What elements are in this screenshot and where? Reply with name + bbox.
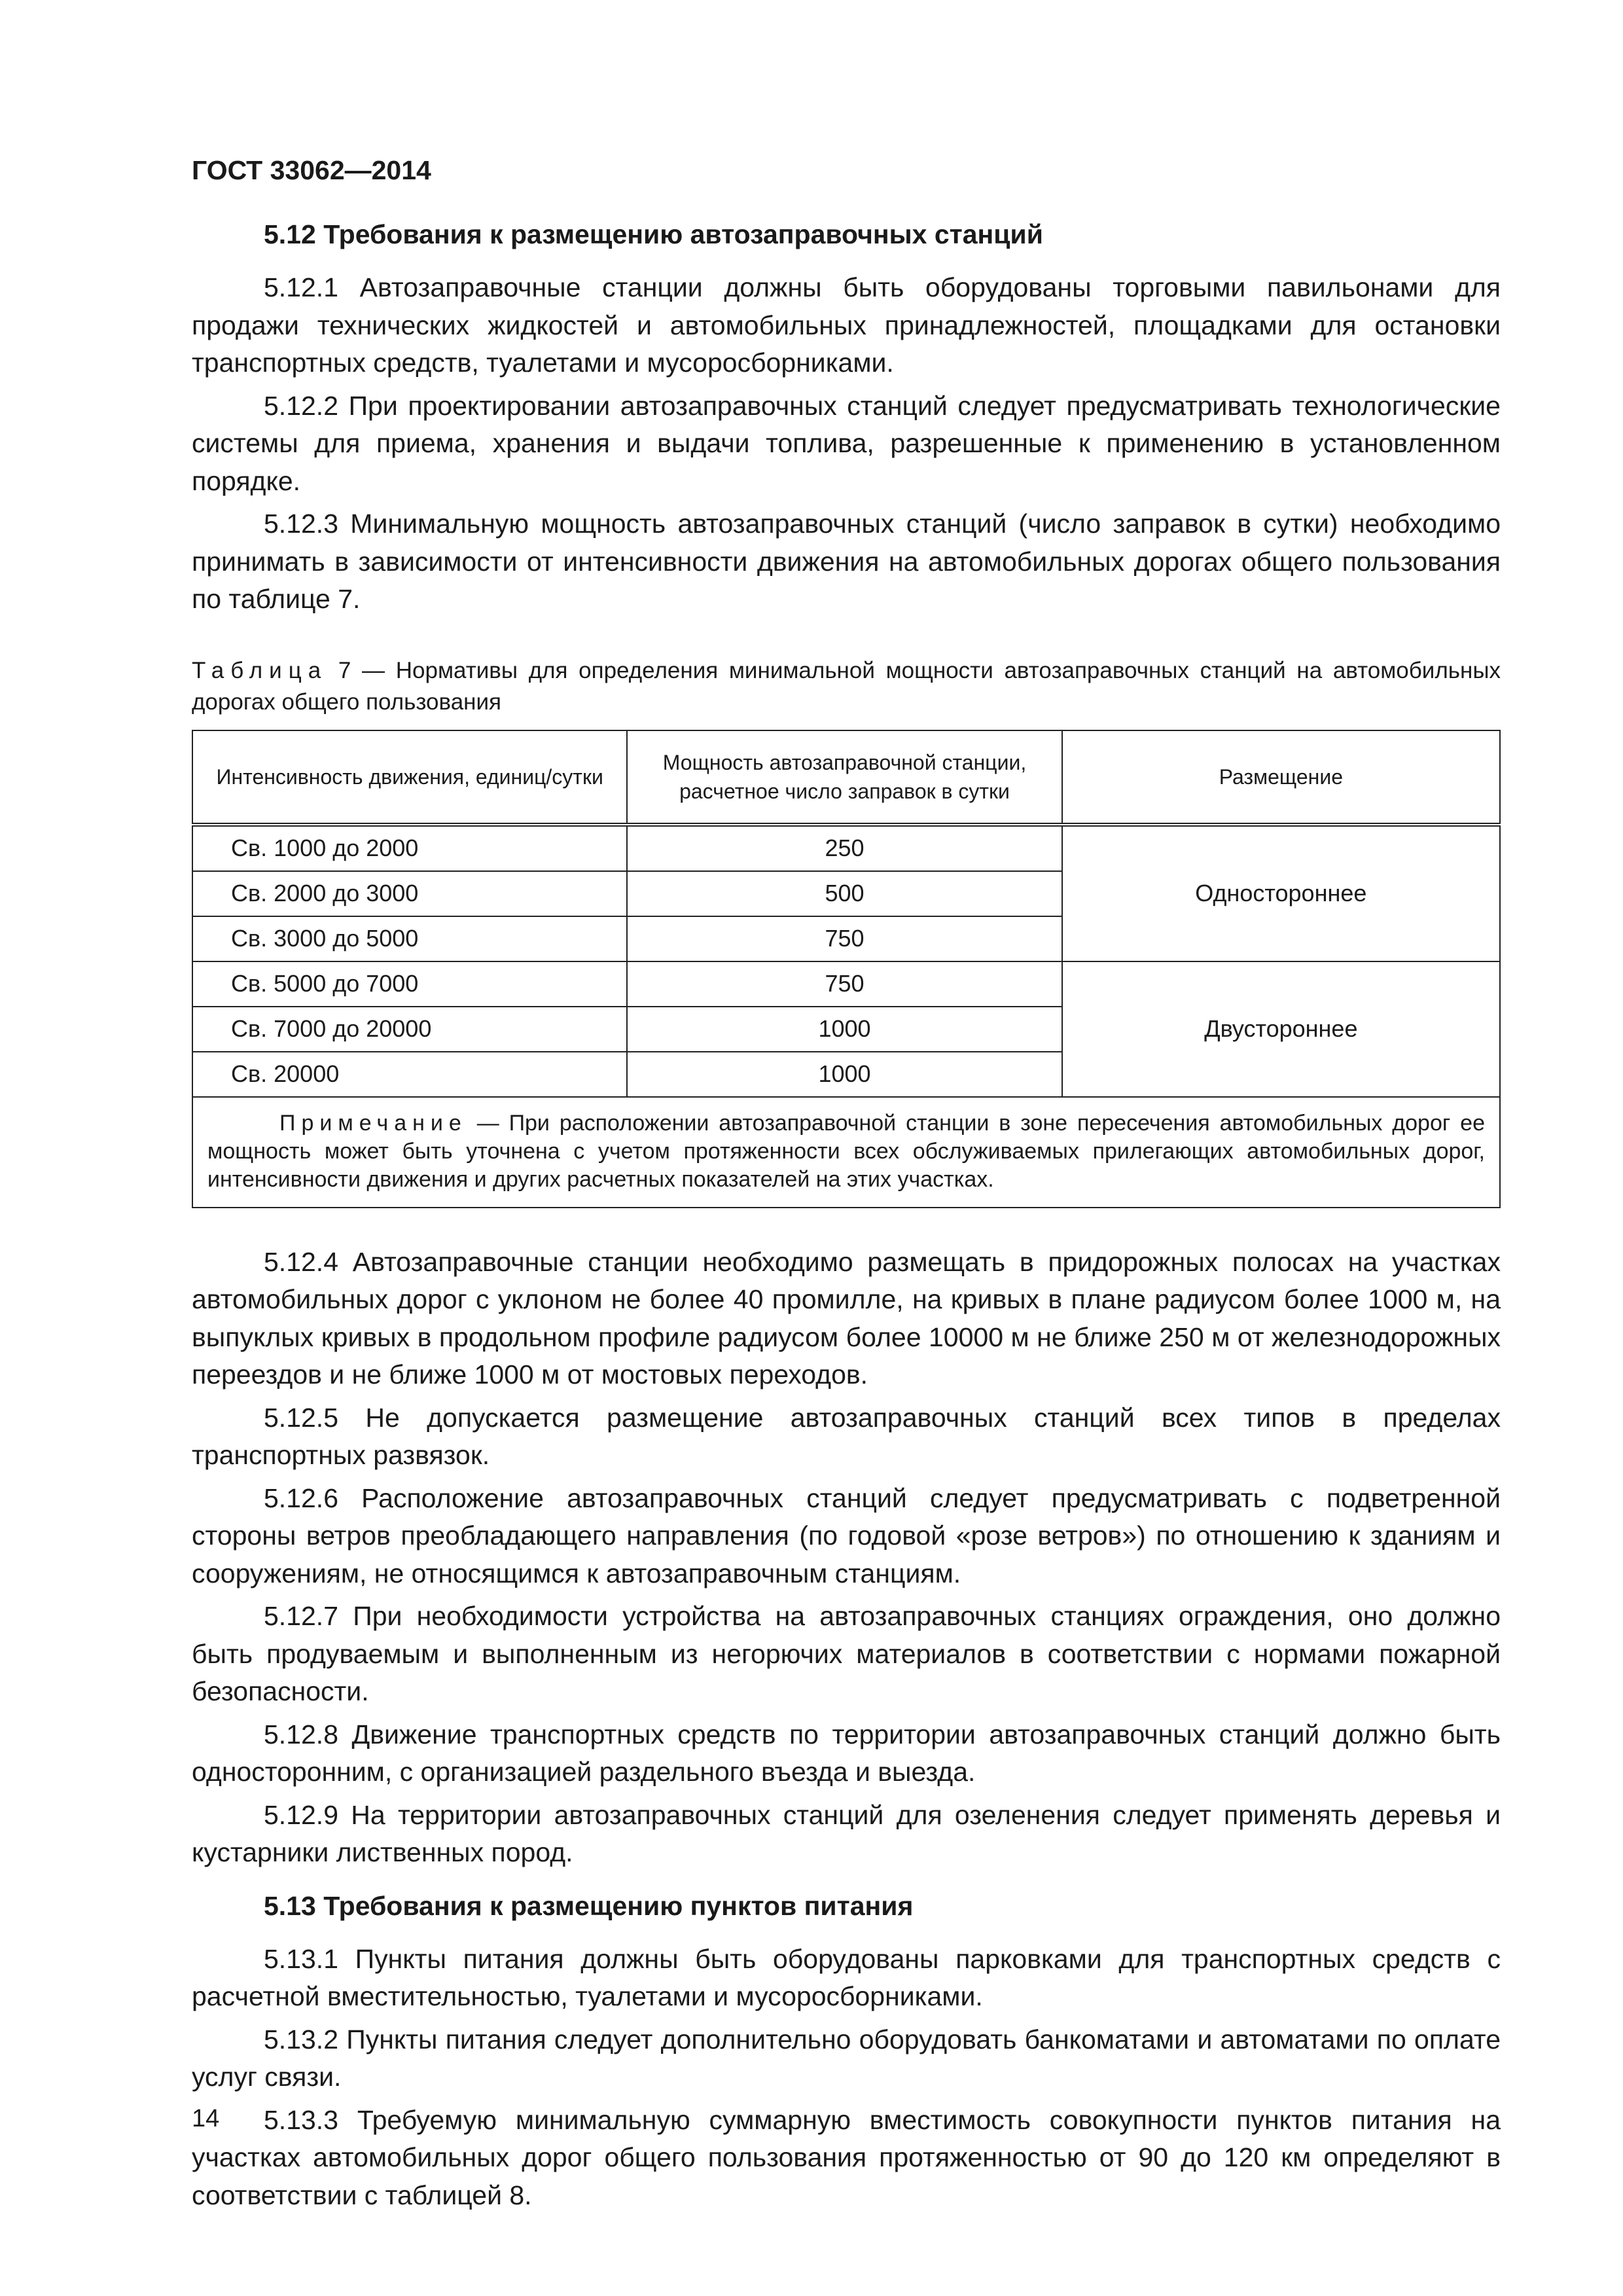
paragraph-5-12-6: 5.12.6 Расположение автозаправочных станций следует предусматривать с подветренной стороны ветров преобладающего направления (по годовой «розе ветров») по отношению к зданиям и сооружениям, не относящимся к автозаправочным станциям. [192,1482,1501,1588]
page-number: 14 [192,2105,220,2132]
paragraph-5-13-3: 5.13.3 Требуемую минимальную суммарную вместимость совокупности пунктов питания на участках автомобильных дорог общего пользования протяженностью от 90 до 120 км определяют в соответствии с таблицей 8. [192,2104,1501,2210]
header-capacity: Мощность автозаправочной станции, расчетное число заправок в сутки [627,730,1061,825]
cell-capacity: 1000 [627,1052,1061,1097]
cell-intensity: Св. 1000 до 2000 [192,825,627,871]
table-row [192,961,1500,1007]
table-7 [192,730,1501,1208]
paragraph-5-13-1: 5.13.1 Пункты питания должны быть оборудованы парковками для транспортных средств с расчетной вместительностью, туалетами и мусоросборниками. [192,1943,1501,2011]
paragraph-5-12-4: 5.12.4 Автозаправочные станции необходимо размещать в придорожных полосах на участках автомобильных дорог с уклоном не более 40 промилле, на кривых в плане радиусом более 1000 м, на выпуклых кривых в продольном профиле радиусом более 10000 м не ближе 250 м от железнодорожных переездов и не ближе 1000 м от мостовых переходов. [192,1246,1501,1390]
table-7-caption [192,655,1501,718]
cell-placement-one-sided: Одностороннее [1062,825,1500,961]
paragraph-5-12-9: 5.12.9 На территории автозаправочных станций для озеленения следует применять деревья и кустарники лиственных пород. [192,1799,1501,1867]
paragraph-5-12-2: 5.12.2 При проектировании автозаправочных станций следует предусматривать технологические системы для приема, хранения и выдачи топлива, разрешенные к применению в установленном порядке. [192,390,1501,496]
cell-capacity: 500 [627,871,1061,916]
cell-capacity: 750 [627,916,1061,961]
paragraph-5-12-8: 5.12.8 Движение транспортных средств по территории автозаправочных станций должно быть односторонним, с организацией раздельного въезда и выезда. [192,1719,1501,1787]
cell-intensity: Св. 7000 до 20000 [192,1007,627,1052]
cell-placement-two-sided: Двустороннее [1062,961,1500,1097]
document-page [192,151,1501,2219]
cell-intensity: Св. 2000 до 3000 [192,871,627,916]
cell-capacity: 1000 [627,1007,1061,1052]
table-header-row [192,730,1500,825]
header-intensity: Интенсивность движения, единиц/сутки [192,730,627,825]
cell-capacity: 250 [627,825,1061,871]
cell-intensity: Св. 3000 до 5000 [192,916,627,961]
paragraph-5-12-3: 5.12.3 Минимальную мощность автозаправочных станций (число заправок в сутки) необходимо принимать в зависимости от интенсивности движения на автомобильных дорогах общего пользования по таблице 7. [192,509,1501,614]
paragraph-5-13-2: 5.13.2 Пункты питания следует дополнительно оборудовать банкоматами и автоматами по оплате услуг связи. [192,2024,1501,2092]
note-label: Примечание [279,1110,467,1136]
paragraph-5-12-5: 5.12.5 Не допускается размещение автозаправочных станций всех типов в пределах транспортных развязок. [192,1402,1501,1470]
section-heading-5-13: 5.13 Требования к размещению пунктов питания [264,1890,914,1921]
header-placement: Размещение [1062,730,1500,825]
document-header: ГОСТ 33062—2014 [192,155,431,185]
cell-capacity: 750 [627,961,1061,1007]
paragraph-5-12-1: 5.12.1 Автозаправочные станции должны быть оборудованы торговыми павильонами для продажи технических жидкостей и автомобильных принадлежностей, площадками для остановки транспортных средств, туалетами и мусоросборниками. [192,272,1501,378]
table-caption-label: Таблица [192,657,328,683]
table-note-row [192,1097,1500,1208]
cell-intensity: Св. 20000 [192,1052,627,1097]
paragraph-5-12-7: 5.12.7 При необходимости устройства на автозаправочных станциях ограждения, оно должно быть продуваемым и выполненным из негорючих материалов в соответствии с нормами пожарной безопасности. [192,1601,1501,1706]
cell-intensity: Св. 5000 до 7000 [192,961,627,1007]
table-caption-text: 7 — Нормативы для определения минимальной мощности автозаправочных станций на автомобильных дорогах общего пользования [192,657,1501,715]
table-row [192,825,1500,871]
table-note [192,1097,1500,1208]
section-heading-5-12: 5.12 Требования к размещению автозаправочных станций [264,219,1043,249]
note-text: — При расположении автозаправочной станции в зоне пересечения автомобильных дорог ее мощность может быть уточнена с учетом протяженности всех обслуживаемых прилегающих автомобильных дорог, интенсивности движения и других расчетных показателей на этих участках. [207,1110,1485,1192]
